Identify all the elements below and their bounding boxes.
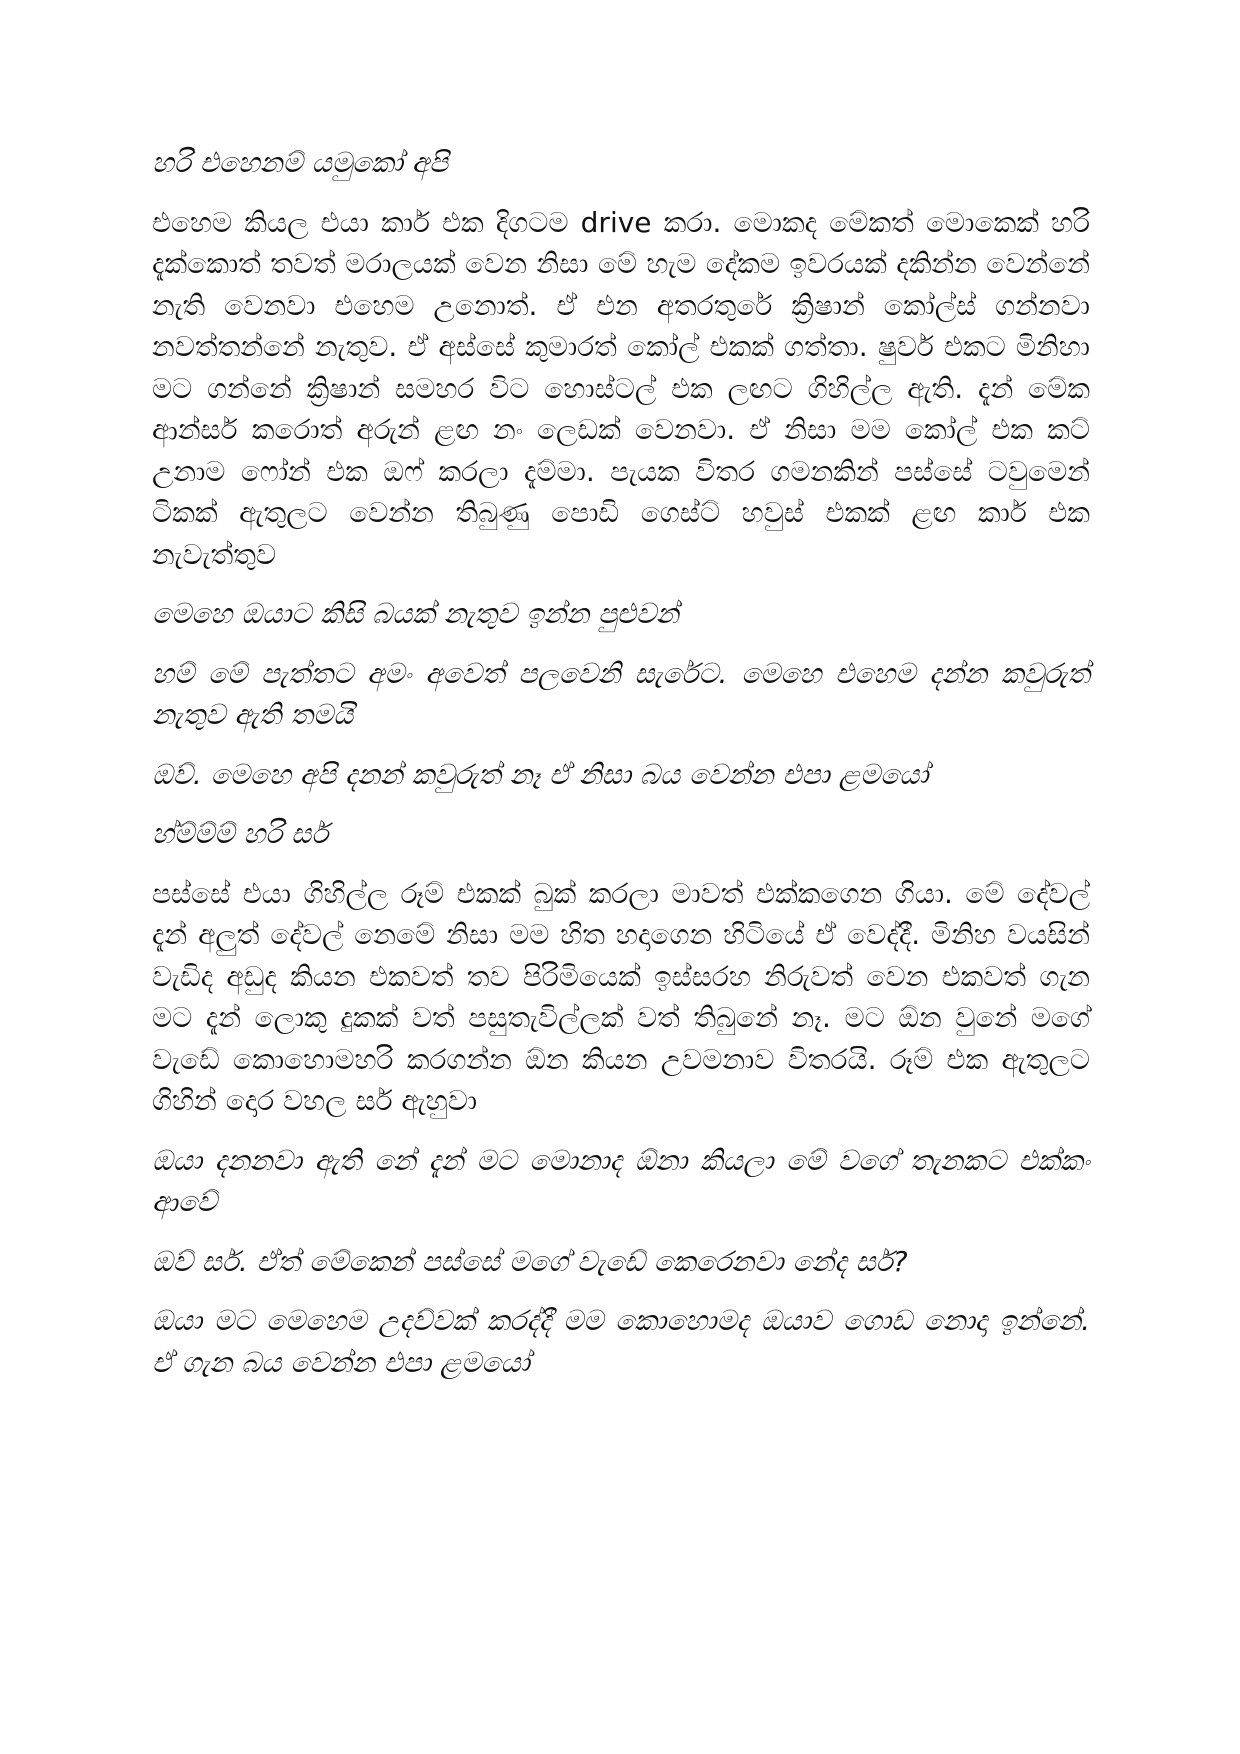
dialogue-line: ඔව්. මෙහෙ අපි දනන් කවුරුත් නෑ ඒ නිසා බය වෙන්න එපා ළමයෝ (152, 757, 929, 791)
dialogue-line: ඔයා මට මෙහෙම උදව්වක් කරද්දී මම කොහොමද ඔයාව ගොඩ නොදා ඉන්නේ. ඒ ගැන බය වෙන්න එපා ළමයෝ (152, 1304, 1090, 1379)
dialogue-line: මෙහෙ ඔයාට කිසි බයක් නැතුව ඉන්න පුළුවන් (152, 597, 679, 630)
narration-paragraph: පස්සේ එයා ගිහිල්ල රූම් එකක් බුක් කරලා මාවත් එක්කගෙන ගියා. මේ දේවල් දැන් අලුත් දේවල් නෙමේ නිසා මම හිත හදාගෙන හිටියේ ඒ වෙද්දී. මිනිහ වයසින් වැඩිද අඩුද කියන එකවත් තව පිරිමියෙක් ඉස්සරහ නිරුවත් වෙන එකවත් ගැන මට දැන් ලොකු දුකක් වත් පසුතැවිල්ලක් වත් තිබුනේ නෑ. මට ඕන වුනේ මගේ වැඩේ කොහොමහරි කරගන්න ඕන කියන උවමනාව විතරයි. රූම් එක ඇතුලට ගිහින් දොර වහල සර් ඇහුවා (152, 876, 1090, 1117)
document-page (152, 142, 1090, 1401)
dialogue-line: හ්ම්ම්ම් හරි සර් (152, 817, 329, 850)
narration-paragraph: එහෙම කියල එයා කාර් එක දිගටම drive කරා. මොකද මේකත් මොකෙක් හරි දැක්කොත් තවත් මරාලයක් වෙන නිසා මේ හැම දේකම ඉවරයක් දකින්න වෙන්නේ නැති වෙනවා එහෙම උනොත්. ඒ එන අතරතුරේ ක්‍රිෂාන් කෝල්ස් ගන්නවා නවත්තන්නේ නැතුව. ඒ අස්සේ කුමාරත් කෝල් එකක් ගත්තා. ෂුවර් එකට මිනිහා මට ගන්නේ ක්‍රිෂාන් සමහර විට හොස්ටල් එක ලඟට ගිහිල්ල ඇති. දැන් මේක ආන්සර් කරොත් අරුන් ළඟ නං ලෙඩක් වෙනවා. ඒ නිසා මම කෝල් එක කට් උනාම ෆෝන් එක ඔෆ් කරලා දැම්මා. පැයක විතර ගමනකින් පස්සේ ටවුමෙන් ටිකක් ඇතුලට වෙන්න තිබුණු පොඩි ගෙස්ට් හවුස් එකක් ළඟ කාර් එක නැවැත්තුව (152, 205, 1090, 571)
dialogue-line: හරි එහෙනම් යමුකෝ අපි (152, 146, 449, 179)
dialogue-line: හම් මේ පැත්තට අමං අවෙත් පලවෙනි සැරේට. මෙහෙ එහෙම දන්න කවුරුත් නැතුව ඇති තමයි (152, 656, 1090, 731)
dialogue-line: ඔයා දනනවා ඇති නේ දැන් මට මොනාද ඕනා කියලා මේ වගේ තැනකට එක්කං ආවේ (152, 1143, 1090, 1218)
dialogue-line: ඔව් සර්. ඒත් මේකෙන් පස්සේ මගේ වැඩේ කෙරෙනවා නේද සර්? (152, 1244, 908, 1278)
